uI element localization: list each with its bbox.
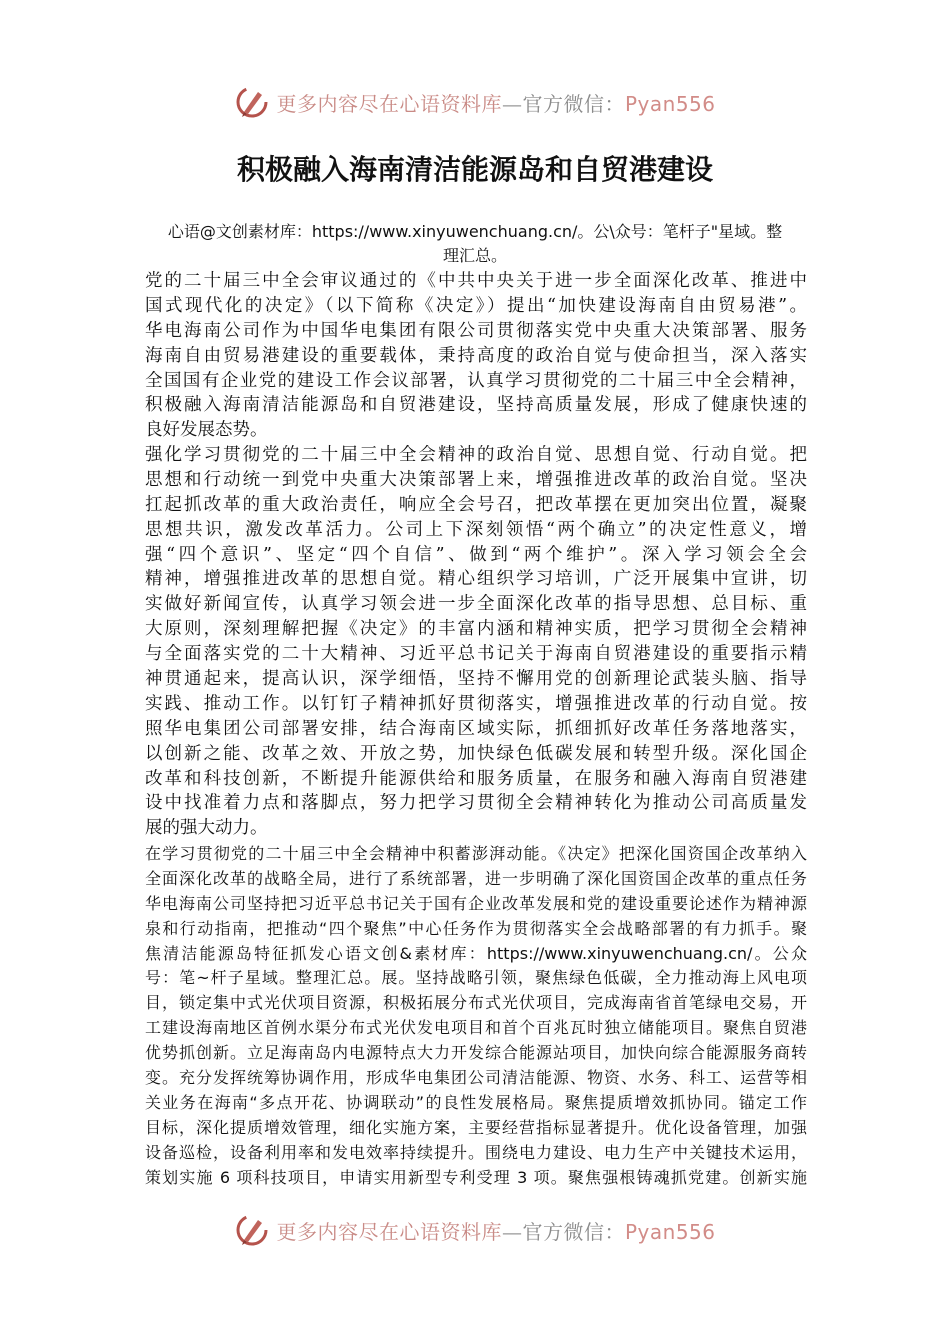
paragraph-line: 目标，深化提质增效管理，细化实施方案，主要经营指标显著提升。优化设备管理，加强 (145, 1117, 807, 1137)
paragraph-line: 关业务在海南“多点开花、协调联动”的良性发展格局。聚焦提质增效抓协同。锚定工作 (145, 1092, 807, 1112)
watermark-text: 更多内容尽在心语资料库—官方微信：Pyan556 (276, 1219, 716, 1244)
document-title: 积极融入海南清洁能源岛和自贸港建设 (236, 153, 713, 186)
paragraph-line: 实践、推动工作。以钉钉子精神抓好贯彻落实，增强推进改革的行动自觉。按 (145, 693, 807, 714)
paragraph-1 (145, 269, 807, 443)
paragraph-line: 党的二十届三中全会审议通过的《中共中央关于进一步全面深化改革、推进中 (145, 271, 807, 291)
paragraph-line: 全面深化改革的战略全局，进行了系统部署，进一步明确了深化国资国企改革的重点任务 (145, 868, 807, 888)
paragraph-line: 思想共识，激发改革活力。公司上下深刻领悟“两个确立”的决定性意义，增 (145, 519, 807, 540)
paragraph-line: 华电海南公司坚持把习近平总书记关于国有企业改革发展和党的建设重要论述作为精神源 (145, 893, 807, 913)
source-note (145, 220, 805, 268)
paragraph-line: 设中找准着力点和落脚点，努力把学习贯彻全会精神转化为推动公司高质量发 (145, 793, 807, 814)
paragraph-line: 大原则，深刻理解把握《决定》的丰富内涵和精神实质，把学习贯彻全会精神 (145, 619, 807, 640)
footer-watermark (0, 1212, 950, 1248)
paragraph-line: 精神，增强推进改革的思想自觉。精心组织学习培训，广泛开展集中宣讲，切 (145, 569, 807, 590)
paragraph-line: 焦清洁能源岛特征抓发心语文创&素材库：https://www.xinyuwenchuang.cn/。公众 (145, 943, 807, 963)
paragraph-line: 国式现代化的决定》（以下简称《决定》）提出“加快建设海南自由贸易港”。 (145, 295, 807, 316)
paragraph-line: 策划实施 6 项科技项目，申请实用新型专利受理 3 项。聚焦强根铸魂抓党建。创新实施 (145, 1167, 807, 1187)
source-note-line: 心语@文创素材库：https://www.xinyuwenchuang.cn/。公\众号：笔杆子"星域。整 (167, 222, 783, 241)
paragraph-line: 目，锁定集中式光伏项目资源，积极拓展分布式光伏项目，完成海南省首笔绿电交易，开 (145, 993, 807, 1013)
paragraph-line: 泉和行动指南，把推动“四个聚焦”中心任务作为贯彻落实全会战略部署的有力抓手。聚 (145, 918, 807, 938)
paragraph-line: 积极融入海南清洁能源岛和自贸港建设，坚持高质量发展，形成了健康快速的 (145, 395, 807, 416)
paragraph-line: 思想和行动统一到党中央重大决策部署上来，增强推进改革的政治自觉。坚决 (145, 469, 807, 490)
paragraph-line: 强“四个意识”、坚定“四个自信”、做到“两个维护”。深入学习领会全会 (145, 544, 807, 565)
paragraph-line: 工建设海南地区首例水渠分布式光伏发电项目和首个百兆瓦时独立储能项目。聚焦自贸港 (145, 1018, 807, 1038)
watermark-text: 更多内容尽在心语资料库—官方微信：Pyan556 (276, 91, 716, 116)
pen-logo-icon (234, 84, 270, 120)
paragraph-line: 神贯通起来，提高认识，深学细悟，坚持不懈用党的创新理论武装头脑、指导 (145, 669, 807, 690)
paragraph-line: 变。充分发挥统筹协调作用，形成华电集团公司清洁能源、物资、水务、科工、运营等相 (145, 1068, 807, 1088)
paragraph-3 (145, 842, 807, 1190)
paragraph-line: 照华电集团公司部署安排，结合海南区域实际，抓细抓好改革任务落地落实， (145, 718, 807, 739)
paragraph-line: 设备巡检，设备利用率和发电效率持续提升。围绕电力建设、电力生产中关键技术运用， (145, 1142, 807, 1162)
paragraph-line: 在学习贯彻党的二十届三中全会精神中积蓄澎湃动能。《决定》把深化国资国企改革纳入 (145, 844, 807, 863)
paragraph-line: 展的强大动力。 (145, 818, 268, 839)
paragraph-line: 海南自由贸易港建设的重要载体，秉持高度的政治自觉与使命担当，深入落实 (145, 345, 807, 366)
paragraph-line: 扛起抓改革的重大政治责任，响应全会号召，把改革摆在更加突出位置，凝聚 (145, 494, 807, 515)
header-watermark (0, 84, 950, 120)
source-note-line: 理汇总。 (442, 246, 507, 265)
paragraph-line: 优势抓创新。立足海南岛内电源特点大力开发综合能源站项目，加快向综合能源服务商转 (145, 1043, 807, 1063)
paragraph-line: 强化学习贯彻党的二十届三中全会精神的政治自觉、思想自觉、行动自觉。把 (145, 445, 807, 465)
paragraph-line: 华电海南公司作为中国华电集团有限公司贯彻落实党中央重大决策部署、服务 (145, 320, 807, 341)
pen-logo-icon (234, 1212, 270, 1248)
paragraph-line: 改革和科技创新，不断提升能源供给和服务质量，在服务和融入海南自贸港建 (145, 768, 807, 789)
paragraph-line: 与全面落实党的二十大精神、习近平总书记关于海南自贸港建设的重要指示精 (145, 644, 807, 665)
paragraph-line: 号：笔~杆子星域。整理汇总。展。坚持战略引领，聚焦绿色低碳，全力推动海上风电项 (145, 968, 807, 988)
paragraph-2 (145, 443, 807, 841)
paragraph-line: 全国国有企业党的建设工作会议部署，认真学习贯彻党的二十届三中全会精神， (145, 370, 807, 391)
paragraph-line: 实做好新闻宣传，认真学习领会进一步全面深化改革的指导思想、总目标、重 (145, 594, 807, 615)
paragraph-line: 以创新之能、改革之效、开放之势，加快绿色低碳发展和转型升级。深化国企 (145, 743, 807, 764)
paragraph-line: 良好发展态势。 (145, 420, 268, 441)
